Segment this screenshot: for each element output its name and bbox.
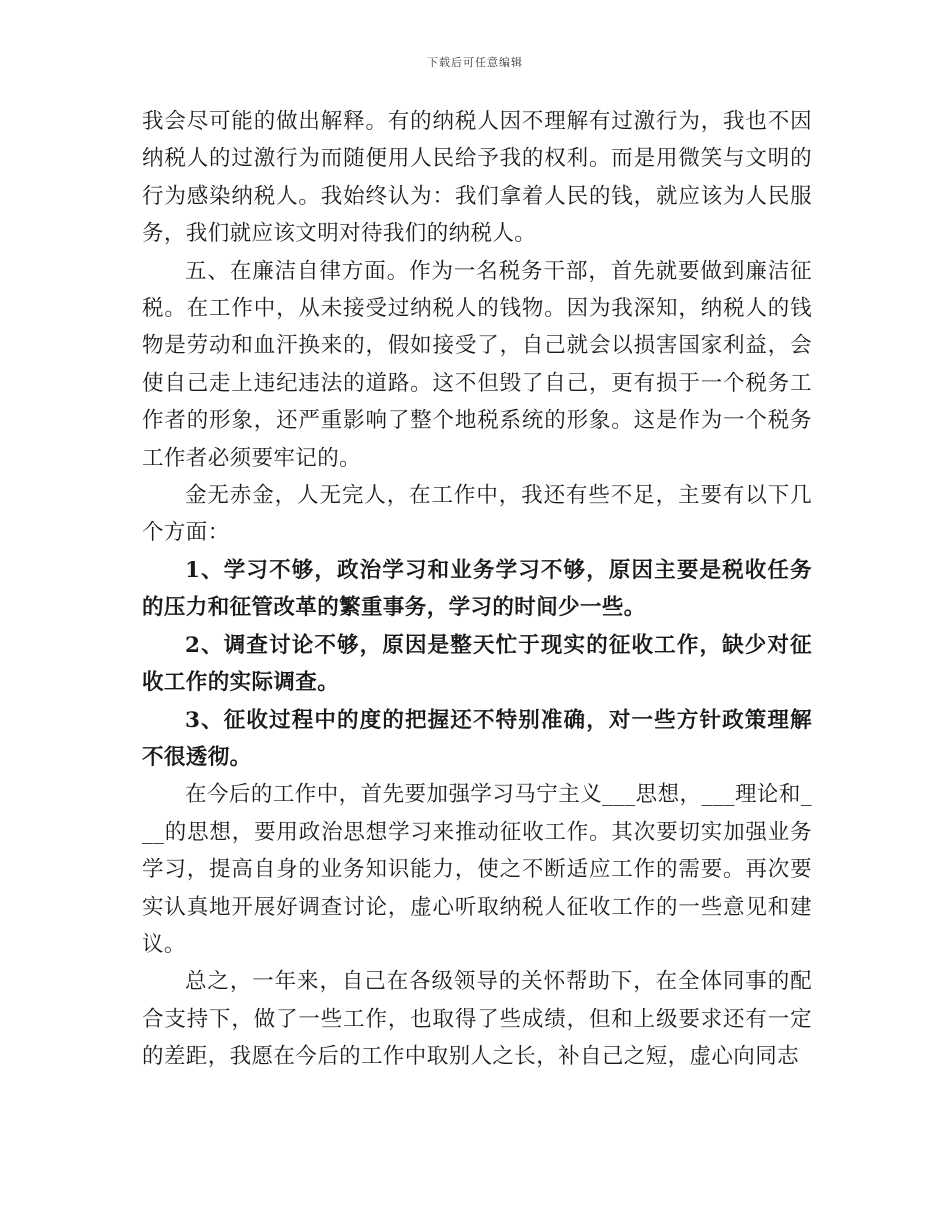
paragraph-7: 在今后的工作中，首先要加强学习马宁主义___思想，___理论和___的思想，要用政治思想学习来推动征收工作。其次要切实加强业务学习，提高自身的业务知识能力，使之不断适应工作的需要。再次要实认真地开展好调查讨论，虚心听取纳税人征收工作的一些意见和建议。 [142, 782, 812, 957]
paragraph-5: 2、调查讨论不够，原因是整天忙于现实的征收工作，缺少对征收工作的实际调查。 [142, 632, 812, 696]
paragraph-1: 我会尽可能的做出解释。有的纳税人因不理解有过激行为，我也不因纳税人的过激行为而随便用人民给予我的权利。而是用微笑与文明的行为感染纳税人。我始终认为：我们拿着人民的钱，就应该为人民服务，我们就应该文明对待我们的纳税人。 [142, 109, 812, 247]
document-body [142, 103, 812, 1076]
paragraph-4: 1、学习不够，政治学习和业务学习不够，原因主要是税收任务的压力和征管改革的繁重事务，学习的时间少一些。 [142, 557, 812, 621]
header-note: 下载后可任意编辑 [427, 56, 523, 69]
paragraph-8: 总之，一年来，自己在各级领导的关怀帮助下，在全体同事的配合支持下，做了一些工作，也取得了些成绩，但和上级要求还有一定的差距，我愿在今后的工作中取别人之长，补自己之短，虚心向同志 [142, 969, 812, 1070]
paragraph-3: 金无赤金，人无完人，在工作中，我还有些不足，主要有以下几个方面： [142, 483, 812, 546]
paragraph-2: 五、在廉洁自律方面。作为一名税务干部，首先就要做到廉洁征税。在工作中，从未接受过纳税人的钱物。因为我深知，纳税人的钱物是劳动和血汗换来的，假如接受了，自己就会以损害国家利益，会使自己走上违纪违法的道路。这不但毁了自己，更有损于一个税务工作者的形象，还严重影响了整个地税系统的形象。这是作为一个税务工作者必须要牢记的。 [142, 258, 812, 471]
paragraph-6: 3、征收过程中的度的把握还不特别准确，对一些方针政策理解不很透彻。 [142, 707, 812, 770]
